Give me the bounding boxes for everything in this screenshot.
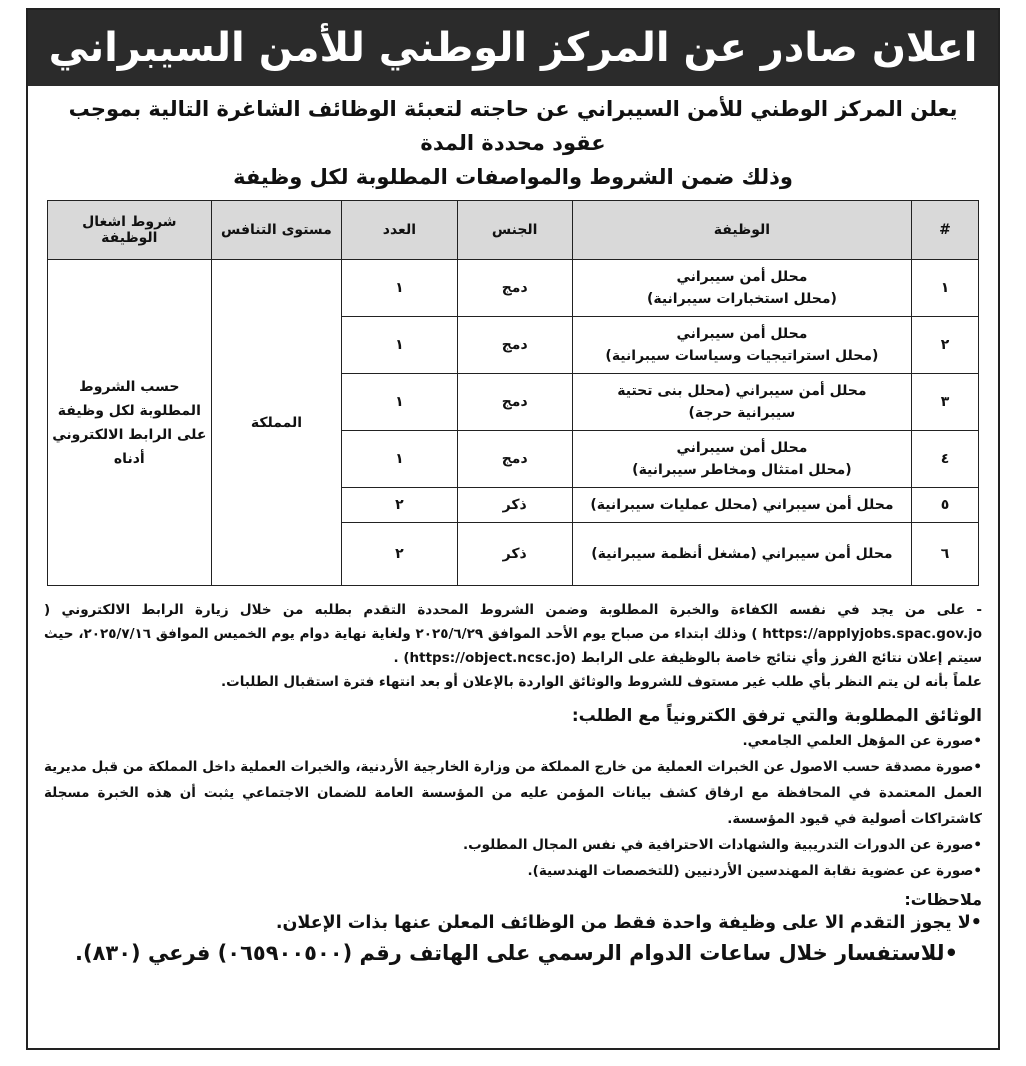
document-item: •صورة مصدقة حسب الاصول عن الخبرات العملية من خارج المملكة من وزارة الخارجية الأردنية، والخبرات العملية داخل المملكة من قبل مديرية العمل المعتمدة في المحافظة مع ارفاق كشف بيانات المؤمن عليه من المؤسسة العامة للضمان الاجتماعي يثبت أن هذه الخبرة مسجلة كاشتراكات أصولية في قيود المؤسسة. (44, 759, 982, 827)
row-title-line-1: محلل أمن سيبراني (676, 440, 808, 456)
note-two: •للاستفسار خلال ساعات الدوام الرسمي على الهاتف رقم (٠٦٥٩٠٠٥٠٠) فرعي (٨٣٠). (75, 941, 958, 965)
intro-line-1: يعلن المركز الوطني للأمن السيبراني عن حاجته لتعبئة الوظائف الشاغرة التالية بموجب عقود محددة المدة (68, 97, 958, 155)
document-item: •صورة عن المؤهل العلمي الجامعي. (742, 733, 982, 749)
header-num: # (912, 201, 979, 260)
row-gender: دمج (457, 260, 572, 317)
row-title-line-2: سيبرانية حرجة) (688, 405, 796, 421)
row-title-line-2: (محلل استراتيجيات وسياسات سيبرانية) (605, 348, 879, 364)
row-count: ١ (342, 431, 457, 488)
header-title: الوظيفة (572, 201, 911, 260)
row-title-line-1: محلل أمن سيبراني (676, 326, 808, 342)
row-count: ١ (342, 374, 457, 431)
row-gender: ذكر (457, 488, 572, 523)
document-item: •صورة عن الدورات التدريبية والشهادات الاحترافية في نفس المجال المطلوب. (462, 837, 982, 853)
row-num: ١ (912, 260, 979, 317)
row-gender: ذكر (457, 523, 572, 586)
documents-title: الوثائق المطلوبة والتي ترفق الكترونياً مع الطلب: (571, 706, 982, 726)
row-title: محلل أمن سيبراني (محلل عمليات سيبرانية) (572, 488, 911, 523)
row-count: ٢ (342, 488, 457, 523)
row-title (572, 431, 911, 488)
row-gender: دمج (457, 431, 572, 488)
row-count: ١ (342, 317, 457, 374)
table-header-row (48, 201, 979, 260)
notice-text-2: علماً بأنه لن يتم النظر بأي طلب غير مستوف للشروط والوثائق الواردة بالإعلان أو بعد انتهاء فترة استقبال الطلبات. (221, 674, 982, 690)
document-item: •صورة عن عضوية نقابة المهندسين الأردنيين (للتخصصات الهندسية). (527, 863, 982, 879)
row-title-line-2: (محلل استخبارات سيبرانية) (646, 291, 837, 307)
row-title-line-1: محلل أمن سيبراني (676, 269, 808, 285)
announcement-title: اعلان صادر عن المركز الوطني للأمن السيبراني (28, 10, 998, 86)
row-num: ٢ (912, 317, 979, 374)
row-num: ٤ (912, 431, 979, 488)
row-title (572, 374, 911, 431)
intro-text (28, 86, 998, 194)
row-title-line-2: (محلل امتثال ومخاطر سيبرانية) (632, 462, 852, 478)
row-num: ٣ (912, 374, 979, 431)
row-gender: دمج (457, 374, 572, 431)
level-cell: المملكة (211, 260, 342, 586)
row-count: ١ (342, 260, 457, 317)
header-level: مستوى التنافس (211, 201, 342, 260)
row-num: ٦ (912, 523, 979, 586)
jobs-table (47, 200, 979, 586)
note-one: •لا يجوز التقدم الا على وظيفة واحدة فقط من الوظائف المعلن عنها بذات الإعلان. (275, 913, 982, 933)
notes-title: ملاحظات: (904, 890, 982, 909)
table-row (48, 260, 979, 317)
application-notice (28, 586, 998, 694)
row-gender: دمج (457, 317, 572, 374)
notice-text: - على من يجد في نفسه الكفاءة والخبرة المطلوبة وضمن الشروط المحددة التقدم بطلبه من خلال زيارة الرابط الالكتروني ( https://applyjobs.spac.gov.jo ) وذلك ابتداء من صباح يوم الأحد الموافق ٢٠٢٥/٦/٢٩ ولغاية نهاية دوام يوم الخميس الموافق ٢٠٢٥/٧/١٦، حيث سيتم إعلان نتائج الفرز وأي نتائج خاصة بالوظيفة على الرابط (https://object.ncsc.jo) . (44, 602, 982, 666)
row-title: محلل أمن سيبراني (مشغل أنظمة سيبرانية) (572, 523, 911, 586)
row-num: ٥ (912, 488, 979, 523)
row-title (572, 260, 911, 317)
header-count: العدد (342, 201, 457, 260)
intro-line-2: وذلك ضمن الشروط والمواصفات المطلوبة لكل وظيفة (233, 165, 793, 189)
row-title (572, 317, 911, 374)
documents-list (28, 728, 998, 884)
row-count: ٢ (342, 523, 457, 586)
row-title-line-1: محلل أمن سيبراني (محلل بنى تحتية (617, 383, 867, 399)
announcement-frame (26, 8, 1000, 1050)
header-gender: الجنس (457, 201, 572, 260)
header-conditions: شروط اشغال الوظيفة (48, 201, 212, 260)
conditions-cell: حسب الشروط المطلوبة لكل وظيفة على الرابط الالكتروني أدناه (48, 260, 212, 586)
